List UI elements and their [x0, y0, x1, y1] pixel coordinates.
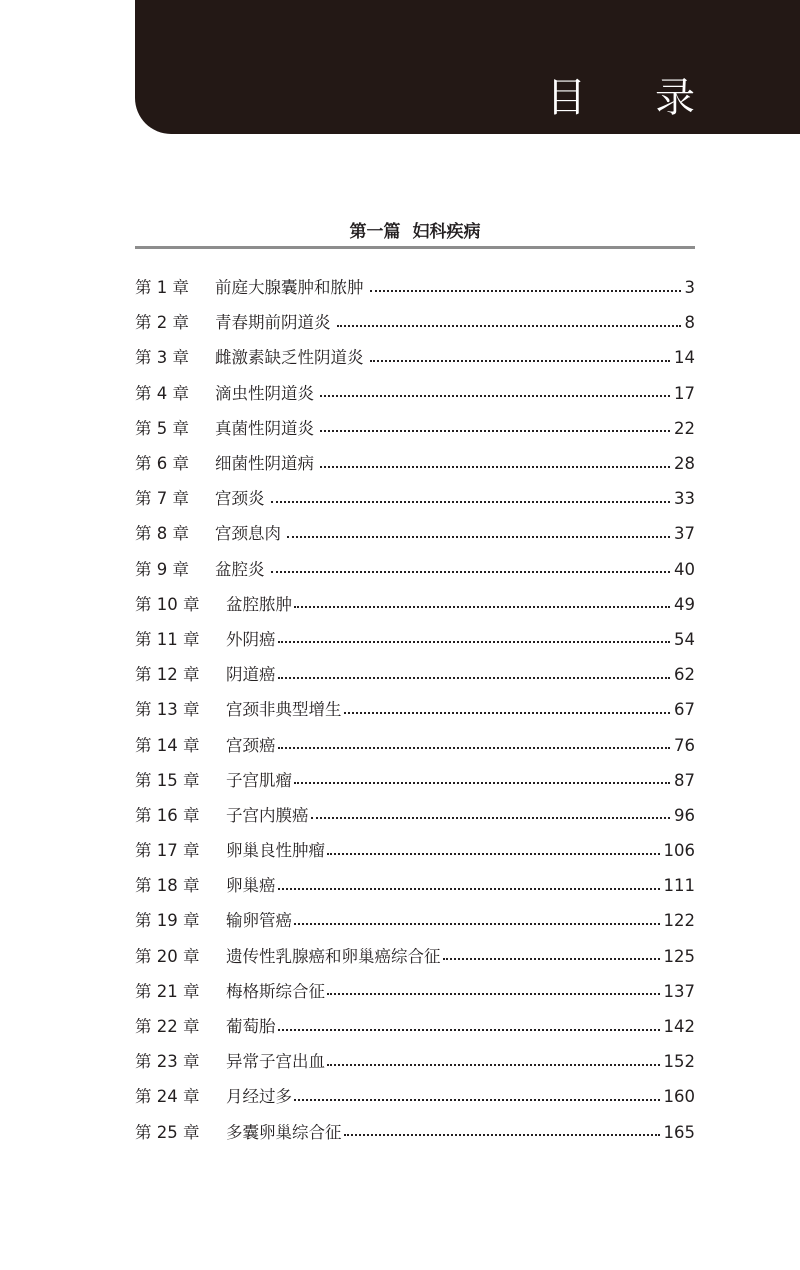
dot-leader — [320, 430, 670, 432]
dot-leader — [278, 747, 671, 749]
page-number: 142 — [663, 1017, 695, 1037]
chapter-number: 第 5 章 — [135, 418, 189, 438]
chapter-title: 青春期前阴道炎 — [215, 313, 331, 333]
page-number: 14 — [674, 348, 695, 368]
dot-leader — [278, 677, 671, 679]
page-number: 28 — [674, 454, 695, 474]
chapter-title: 宫颈非典型增生 — [226, 700, 342, 720]
toc-entry[interactable] — [135, 340, 695, 375]
dot-leader — [278, 1029, 660, 1031]
page-number: 3 — [684, 278, 695, 298]
chapter-title: 阴道癌 — [226, 665, 276, 685]
dot-leader — [344, 1134, 660, 1136]
toc-entry[interactable] — [135, 481, 695, 516]
toc-entry[interactable] — [135, 1079, 695, 1114]
page-number: 137 — [663, 981, 695, 1001]
chapter-number: 第 11 章 — [135, 629, 200, 649]
chapter-title: 前庭大腺囊肿和脓肿 — [215, 278, 364, 298]
page-number: 152 — [663, 1052, 695, 1072]
chapter-number: 第 14 章 — [135, 735, 200, 755]
dot-leader — [294, 782, 670, 784]
chapter-number: 第 2 章 — [135, 313, 189, 333]
page-number: 106 — [663, 841, 695, 861]
page-number: 49 — [674, 594, 695, 614]
chapter-title: 宫颈癌 — [226, 735, 276, 755]
table-of-contents — [135, 270, 695, 1150]
toc-entry[interactable] — [135, 833, 695, 868]
chapter-number: 第 15 章 — [135, 770, 200, 790]
dot-leader — [287, 536, 670, 538]
toc-entry[interactable] — [135, 1044, 695, 1079]
toc-entry[interactable] — [135, 446, 695, 481]
page-number: 22 — [674, 418, 695, 438]
chapter-number: 第 20 章 — [135, 946, 200, 966]
section-divider — [135, 246, 695, 249]
chapter-number: 第 23 章 — [135, 1052, 200, 1072]
chapter-number: 第 7 章 — [135, 489, 189, 509]
chapter-title: 梅格斯综合征 — [226, 981, 325, 1001]
dot-leader — [271, 501, 671, 503]
page-number: 160 — [663, 1087, 695, 1107]
dot-leader — [311, 817, 671, 819]
toc-entry[interactable] — [135, 727, 695, 762]
toc-entry[interactable] — [135, 587, 695, 622]
toc-entry[interactable] — [135, 552, 695, 587]
chapter-title: 外阴癌 — [226, 629, 276, 649]
toc-entry[interactable] — [135, 763, 695, 798]
page-number: 8 — [684, 313, 695, 333]
toc-entry[interactable] — [135, 270, 695, 305]
page-number: 96 — [674, 805, 695, 825]
chapter-number: 第 10 章 — [135, 594, 200, 614]
toc-entry[interactable] — [135, 868, 695, 903]
dot-leader — [443, 958, 660, 960]
chapter-number: 第 19 章 — [135, 911, 200, 931]
page-title: 目 录 — [546, 75, 723, 121]
toc-entry[interactable] — [135, 692, 695, 727]
dot-leader — [370, 360, 671, 362]
page-number: 37 — [674, 524, 695, 544]
page-number: 111 — [663, 876, 695, 896]
toc-entry[interactable] — [135, 376, 695, 411]
chapter-number: 第 3 章 — [135, 348, 189, 368]
chapter-number: 第 8 章 — [135, 524, 189, 544]
chapter-number: 第 13 章 — [135, 700, 200, 720]
chapter-number: 第 25 章 — [135, 1122, 200, 1142]
header-band — [135, 0, 800, 134]
dot-leader — [327, 1064, 660, 1066]
dot-leader — [294, 606, 670, 608]
chapter-title: 盆腔脓肿 — [226, 594, 292, 614]
dot-leader — [320, 466, 670, 468]
page-number: 87 — [674, 770, 695, 790]
page-number: 54 — [674, 629, 695, 649]
chapter-number: 第 18 章 — [135, 876, 200, 896]
chapter-title: 输卵管癌 — [226, 911, 292, 931]
toc-entry[interactable] — [135, 798, 695, 833]
dot-leader — [327, 993, 660, 995]
chapter-title: 异常子宫出血 — [226, 1052, 325, 1072]
dot-leader — [344, 712, 671, 714]
chapter-number: 第 17 章 — [135, 841, 200, 861]
chapter-number: 第 12 章 — [135, 665, 200, 685]
chapter-number: 第 4 章 — [135, 383, 189, 403]
chapter-title: 遗传性乳腺癌和卵巢癌综合征 — [226, 946, 441, 966]
part-heading — [135, 220, 695, 244]
chapter-title: 宫颈炎 — [215, 489, 265, 509]
chapter-title: 滴虫性阴道炎 — [215, 383, 314, 403]
chapter-number: 第 1 章 — [135, 278, 189, 298]
page-number: 17 — [674, 383, 695, 403]
toc-entry[interactable] — [135, 657, 695, 692]
chapter-number: 第 6 章 — [135, 454, 189, 474]
chapter-title: 卵巢良性肿瘤 — [226, 841, 325, 861]
toc-entry[interactable] — [135, 1115, 695, 1150]
dot-leader — [370, 290, 681, 292]
page-number: 33 — [674, 489, 695, 509]
chapter-number: 第 9 章 — [135, 559, 189, 579]
page-number: 165 — [663, 1122, 695, 1142]
dot-leader — [294, 1099, 660, 1101]
dot-leader — [327, 853, 660, 855]
page-number: 67 — [674, 700, 695, 720]
page-number: 62 — [674, 665, 695, 685]
toc-entry[interactable] — [135, 305, 695, 340]
toc-entry[interactable] — [135, 622, 695, 657]
dot-leader — [278, 888, 660, 890]
dot-leader — [278, 641, 671, 643]
chapter-title: 卵巢癌 — [226, 876, 276, 896]
page-number: 40 — [674, 559, 695, 579]
chapter-number: 第 16 章 — [135, 805, 200, 825]
dot-leader — [337, 325, 681, 327]
chapter-number: 第 24 章 — [135, 1087, 200, 1107]
toc-entry[interactable] — [135, 939, 695, 974]
page-number: 122 — [663, 911, 695, 931]
dot-leader — [271, 571, 671, 573]
chapter-title: 雌激素缺乏性阴道炎 — [215, 348, 364, 368]
part-label: 第一篇 — [349, 222, 401, 242]
chapter-title: 葡萄胎 — [226, 1017, 276, 1037]
chapter-title: 盆腔炎 — [215, 559, 265, 579]
chapter-title: 多囊卵巢综合征 — [226, 1122, 342, 1142]
chapter-title: 细菌性阴道病 — [215, 454, 314, 474]
chapter-title: 子宫内膜癌 — [226, 805, 309, 825]
dot-leader — [294, 923, 660, 925]
page-number: 125 — [663, 946, 695, 966]
part-name: 妇科疾病 — [412, 222, 481, 242]
page-number: 76 — [674, 735, 695, 755]
toc-entry[interactable] — [135, 411, 695, 446]
chapter-title: 宫颈息肉 — [215, 524, 281, 544]
chapter-title: 子宫肌瘤 — [226, 770, 292, 790]
chapter-title: 月经过多 — [226, 1087, 292, 1107]
toc-entry[interactable] — [135, 1009, 695, 1044]
chapter-number: 第 22 章 — [135, 1017, 200, 1037]
chapter-number: 第 21 章 — [135, 981, 200, 1001]
toc-entry[interactable] — [135, 516, 695, 551]
toc-entry[interactable] — [135, 903, 695, 938]
dot-leader — [320, 395, 670, 397]
toc-entry[interactable] — [135, 974, 695, 1009]
chapter-title: 真菌性阴道炎 — [215, 418, 314, 438]
